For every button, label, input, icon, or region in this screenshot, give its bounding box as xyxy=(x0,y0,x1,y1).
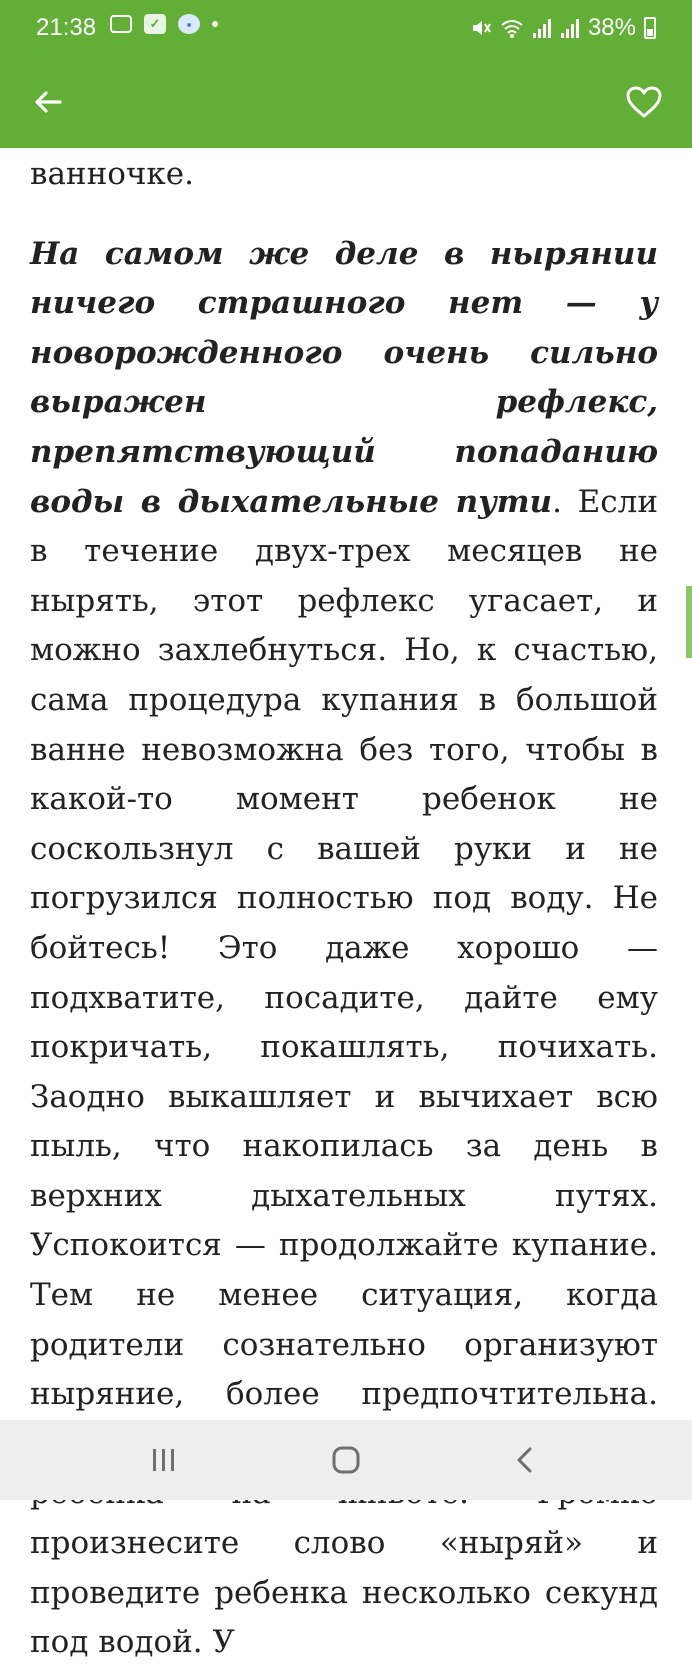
scrollbar[interactable] xyxy=(686,586,692,658)
battery-percent: 38% xyxy=(587,14,636,41)
paragraph-text: . Если в течение двух-трех месяцев не нырять, этот рефлекс угасает, и можно захлебнуться. Но, к счастью, сама процедура купания в большой ванне невозможна без того, чтобы в какой-то момент ребенок не соскользнул с вашей руки и не погрузился полностью под воду. Не бойтесь! Это даже хорошо — подхватите, посадите, дайте ему покричать, покашлять, почихать. Заодно выкашляет и вычихает всю пыль, что накопилась за день в верхних дыхательных путях. Успокоится — продолжайте купание. Тем не менее ситуация, когда родители сознательно организуют ныряние, более предпочтительна. произнесите слово «ныряй» и проведите ребенка несколько секунд под водой. У xyxy=(30,483,658,1661)
home-icon xyxy=(331,1445,361,1475)
app-icon: ▪ xyxy=(178,14,200,34)
emphasized-text: На самом же деле в нырянии ничего страшного нет — у новорожденного очень сильно выражен рефлекс, препятствующий попаданию воды в дыхательные пути xyxy=(30,235,658,520)
favorite-button[interactable] xyxy=(620,78,668,126)
signal-icon xyxy=(532,17,552,39)
home-button[interactable] xyxy=(316,1436,376,1484)
recent-apps-icon xyxy=(149,1447,179,1473)
notification-icons xyxy=(110,14,218,34)
toolbar xyxy=(0,56,692,148)
dot-icon xyxy=(212,21,218,27)
status-time: 21:38 xyxy=(36,14,97,41)
image-icon xyxy=(110,15,132,33)
mute-icon xyxy=(470,17,492,39)
article-content[interactable] xyxy=(30,150,658,1661)
shield-icon: ✓ xyxy=(144,14,166,34)
status-bar xyxy=(0,0,692,56)
back-button[interactable] xyxy=(24,78,72,126)
arrow-left-icon xyxy=(32,86,64,118)
signal-icon xyxy=(560,17,580,39)
battery-icon xyxy=(644,17,656,39)
heart-outline-icon xyxy=(625,85,663,119)
system-icons xyxy=(470,14,656,42)
system-navigation-bar xyxy=(0,1420,692,1500)
back-icon xyxy=(513,1445,535,1475)
wifi-icon xyxy=(500,17,524,39)
back-nav-button[interactable] xyxy=(494,1436,554,1484)
previous-paragraph-end: ванночке. xyxy=(30,156,194,192)
app-header xyxy=(0,0,692,148)
recent-apps-button[interactable] xyxy=(134,1436,194,1484)
